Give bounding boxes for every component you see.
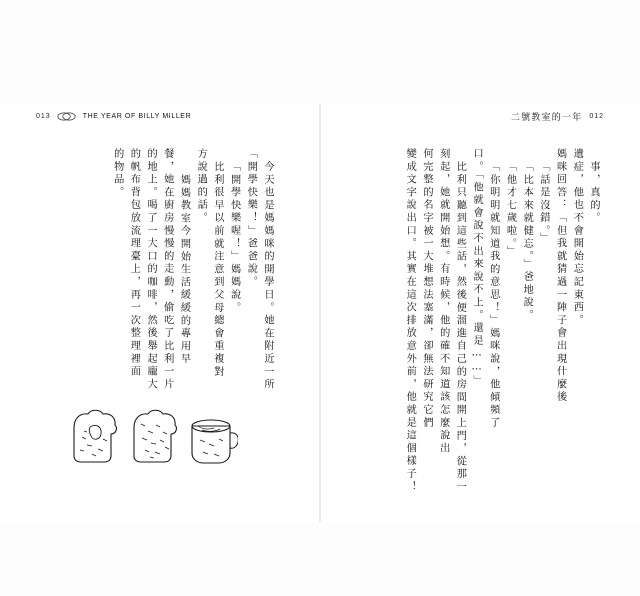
text-column: 事，真的。 bbox=[588, 161, 599, 225]
left-page-header bbox=[36, 108, 191, 124]
page-gutter bbox=[319, 104, 321, 522]
text-column: 媽咪回答：「但我就猜過一陣子會出現什麼後 bbox=[554, 148, 566, 404]
text-column: 比利只聽到這些話，然後便溜進自己的房間開上門，從那一 bbox=[454, 161, 466, 494]
coffee-mug-icon bbox=[192, 420, 238, 463]
left-page-folio: 013 bbox=[36, 112, 51, 120]
text-column: 媽媽教室今開始生活緩緩的專用早 bbox=[178, 174, 190, 366]
left-page-text bbox=[42, 148, 273, 392]
text-column: 口。「他就會說不出來說不上。還是……」 bbox=[471, 148, 483, 388]
text-column: 遺症，他也不會開始忘記東西。 bbox=[571, 148, 583, 328]
text-column: 「話是沒錯。」 bbox=[537, 161, 549, 246]
text-column: 的地上。喝了一大口的咖啡，然後舉起龐大 bbox=[145, 148, 157, 392]
text-column: 方說過的話。 bbox=[195, 148, 207, 225]
page-top-margin bbox=[0, 0, 640, 104]
text-column: 比利很早以前就注意到父母總會重複對 bbox=[211, 161, 223, 379]
text-column: 今天也是媽媽咪的開學日。她在附近一所 bbox=[262, 161, 273, 392]
text-column: 「開學快樂喔！」媽媽說。 bbox=[228, 161, 240, 315]
toast-slice-icon bbox=[134, 410, 176, 462]
text-column: 刻起，她就開始想。有時候，他的確不知道該怎麼說出 bbox=[437, 148, 449, 456]
text-column: 的物品。 bbox=[111, 148, 123, 200]
book-spread-logo-icon bbox=[57, 111, 77, 122]
bitten-toast-icon bbox=[74, 410, 116, 462]
page-bottom-margin bbox=[0, 522, 640, 596]
book-title-chinese: 二號教室的一年 bbox=[510, 112, 583, 123]
text-column: 「比本來就健忘。」爸地說。 bbox=[521, 161, 533, 323]
text-column: 「他才七歲啦。」 bbox=[504, 161, 516, 259]
book-title-english: THE YEAR OF BILLY MILLER bbox=[82, 112, 192, 120]
text-column: 的帆布背包放流理臺上，再一次整理裡面 bbox=[128, 148, 140, 379]
right-page-folio: 012 bbox=[589, 112, 604, 120]
text-column: 餐，她在廚房慢慢的走動，偷吃了比利一片 bbox=[161, 148, 173, 392]
text-column: 變成文字說出口。其實在這次排放意外前，他就是這個樣子！ bbox=[404, 148, 416, 494]
text-column: 何完整的名字被一大堆想法塞滿，卻無法研究它們 bbox=[420, 148, 432, 430]
right-page-header bbox=[511, 108, 604, 124]
breakfast-illustration bbox=[62, 404, 238, 470]
text-column: 「你明明就知道我的意思！」媽咪說，他傾頻了 bbox=[487, 161, 499, 430]
text-column: 「開學快樂！」爸爸說。 bbox=[245, 148, 257, 289]
right-page-text bbox=[352, 148, 599, 494]
